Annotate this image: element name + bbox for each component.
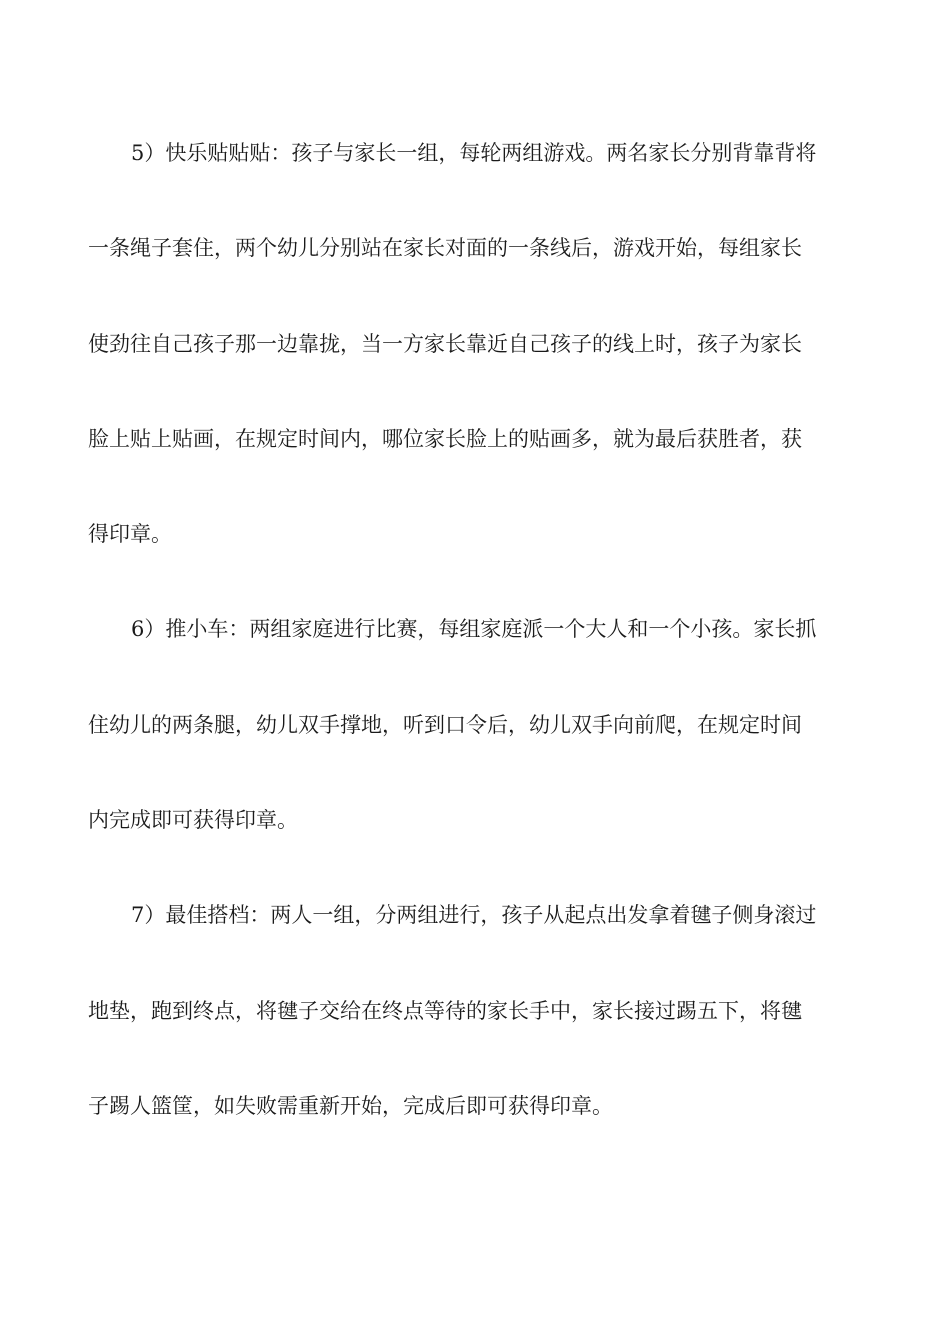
paragraph-6-line-1: 6）推小车：两组家庭进行比赛，每组家庭派一个大人和一个小孩。家长抓 bbox=[131, 617, 817, 642]
paragraph-5-line-4: 脸上贴上贴画，在规定时间内，哪位家长脸上的贴画多，就为最后获胜者，获 bbox=[88, 426, 802, 451]
paragraph-5-line-1: 5）快乐贴贴贴：孩子与家长一组，每轮两组游戏。两名家长分别背靠背将 bbox=[131, 141, 817, 165]
paragraph-7-line-3: 子踢人篮筐，如失败需重新开始，完成后即可获得印章。 bbox=[88, 1093, 613, 1118]
paragraph-5-line-2: 一条绳子套住，两个幼儿分别站在家长对面的一条线后，游戏开始，每组家长 bbox=[88, 236, 802, 261]
paragraph-5-line-5: 得印章。 bbox=[88, 522, 172, 547]
paragraph-7-line-1: 7）最佳搭档：两人一组，分两组进行，孩子从起点出发拿着毽子侧身滚过 bbox=[131, 903, 817, 928]
paragraph-5-line-3: 使劲往自己孩子那一边靠拢，当一方家长靠近自己孩子的线上时，孩子为家长 bbox=[88, 331, 802, 356]
paragraph-6-line-3: 内完成即可获得印章。 bbox=[88, 808, 298, 833]
paragraph-6-line-2: 住幼儿的两条腿，幼儿双手撑地，听到口令后，幼儿双手向前爬，在规定时间 bbox=[88, 712, 802, 737]
document-body bbox=[88, 123, 858, 1171]
paragraph-7-line-2: 地垫，跑到终点，将毽子交给在终点等待的家长手中，家长接过踢五下，将毽 bbox=[88, 998, 802, 1023]
